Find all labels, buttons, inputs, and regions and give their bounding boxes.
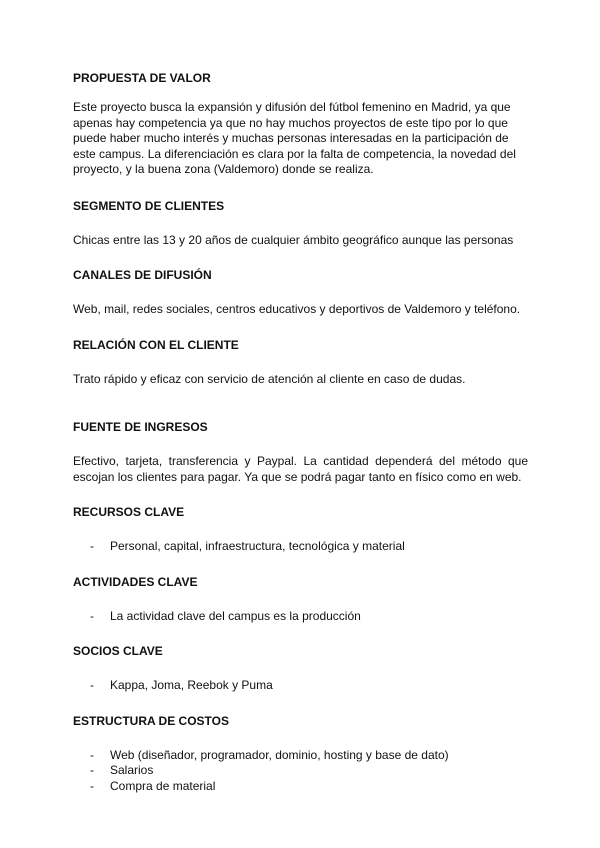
list-item-text: Salarios — [110, 763, 154, 777]
list-item-text: La actividad clave del campus es la producción — [110, 608, 361, 623]
paragraph-propuesta-de-valor: Este proyecto busca la expansión y difusión del fútbol femenino en Madrid, ya que apenas hay competencia ya que no hay muchos proyectos de este tipo por lo que puede haber mucho interés y muchas personas interesadas en la participación de este campus. La diferenciación es clara por la falta de competencia, la novedad del proyecto, y la buena zona (Valdemoro) donde se realiza. — [73, 100, 516, 176]
dash-bullet: - — [90, 747, 94, 762]
list-item — [73, 748, 528, 764]
heading-estructura-de-costos: ESTRUCTURA DE COSTOS — [73, 713, 230, 728]
heading-relacion-con-el-cliente: RELACIÓN CON EL CLIENTE — [73, 337, 239, 352]
list-item — [73, 763, 528, 779]
list-item — [73, 678, 528, 694]
list-item-text: Compra de material — [110, 778, 216, 793]
list-item-text: Web (diseñador, programador, dominio, hosting y base de dato) — [110, 747, 449, 762]
dash-bullet: - — [90, 763, 94, 777]
paragraph-canales-de-difusion: Web, mail, redes sociales, centros educativos y deportivos de Valdemoro y teléfono. — [73, 302, 521, 316]
document-page — [73, 70, 528, 794]
list-item-text: Kappa, Joma, Reebok y Puma — [110, 678, 273, 692]
heading-segmento-de-clientes: SEGMENTO DE CLIENTES — [73, 198, 225, 213]
heading-recursos-clave: RECURSOS CLAVE — [73, 505, 185, 519]
list-actividades-clave — [73, 609, 528, 625]
dash-bullet: - — [90, 678, 94, 692]
heading-actividades-clave: ACTIVIDADES CLAVE — [73, 574, 198, 589]
list-item-text: Personal, capital, infraestructura, tecnológica y material — [110, 539, 405, 553]
list-item — [73, 539, 528, 555]
list-item — [73, 779, 528, 795]
paragraph-fuente-de-ingresos: Efectivo, tarjeta, transferencia y Paypal. La cantidad dependerá del método que escojan los clientes para pagar. Ya que se podrá pagar tanto en físico como en web. — [73, 454, 528, 484]
list-item — [73, 609, 528, 625]
list-estructura-de-costos — [73, 748, 528, 795]
heading-fuente-de-ingresos: FUENTE DE INGRESOS — [73, 420, 208, 434]
dash-bullet: - — [90, 539, 94, 553]
list-socios-clave — [73, 678, 528, 694]
heading-propuesta-de-valor: PROPUESTA DE VALOR — [73, 71, 211, 85]
paragraph-segmento-de-clientes: Chicas entre las 13 y 20 años de cualquier ámbito geográfico aunque las personas — [73, 232, 514, 247]
dash-bullet: - — [90, 778, 94, 793]
heading-socios-clave: SOCIOS CLAVE — [73, 644, 163, 658]
dash-bullet: - — [90, 608, 94, 623]
heading-canales-de-difusion: CANALES DE DIFUSIÓN — [73, 268, 212, 282]
paragraph-relacion-con-el-cliente: Trato rápido y eficaz con servicio de atención al cliente en caso de dudas. — [73, 371, 466, 386]
list-recursos-clave — [73, 539, 528, 555]
